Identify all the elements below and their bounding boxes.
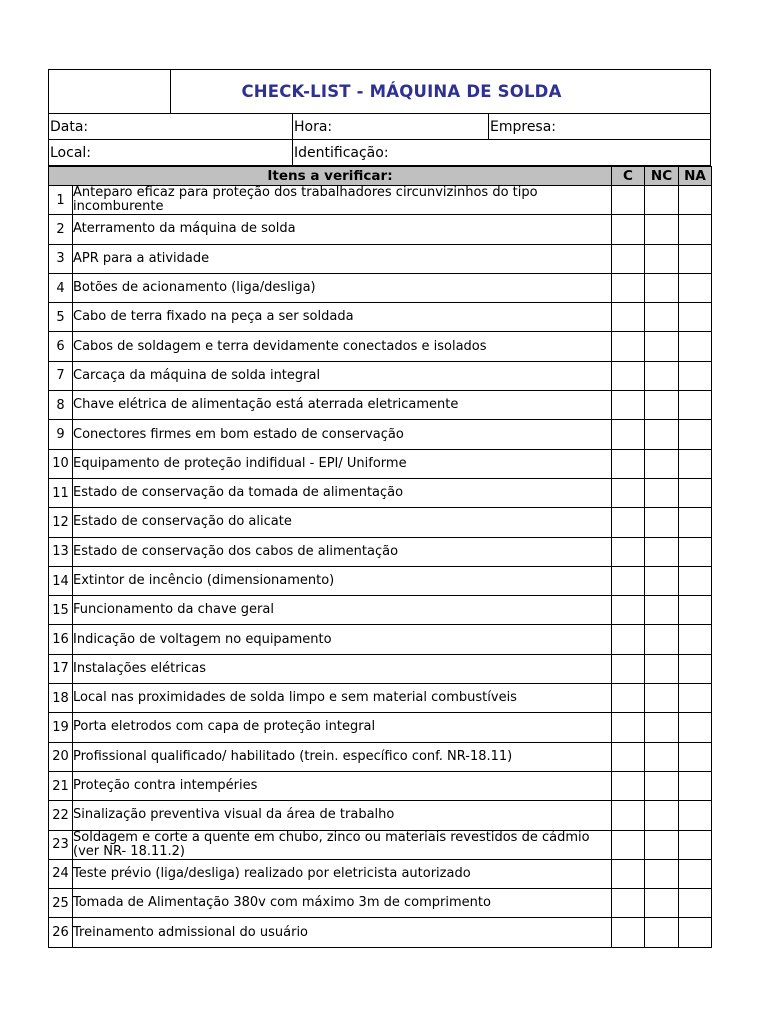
check-cell-nc[interactable] (645, 273, 679, 302)
location-field[interactable]: Local: (49, 140, 293, 165)
check-cell-nc[interactable] (645, 537, 679, 566)
logo-cell (49, 70, 171, 113)
item-description: Proteção contra intempéries (73, 771, 612, 800)
check-cell-na[interactable] (679, 391, 712, 420)
check-cell-c[interactable] (612, 889, 645, 918)
item-number: 14 (49, 566, 73, 595)
table-row (49, 830, 712, 859)
table-row (49, 508, 712, 537)
check-cell-na[interactable] (679, 361, 712, 390)
item-number: 21 (49, 771, 73, 800)
item-description: Cabos de soldagem e terra devidamente conectados e isolados (73, 332, 612, 361)
check-cell-na[interactable] (679, 684, 712, 713)
item-number: 8 (49, 391, 73, 420)
check-cell-na[interactable] (679, 478, 712, 507)
header-row (48, 69, 711, 114)
check-cell-na[interactable] (679, 420, 712, 449)
item-number: 19 (49, 713, 73, 742)
check-cell-nc[interactable] (645, 713, 679, 742)
table-row (49, 332, 712, 361)
item-number: 13 (49, 537, 73, 566)
check-cell-na[interactable] (679, 771, 712, 800)
item-number: 6 (49, 332, 73, 361)
check-cell-c[interactable] (612, 566, 645, 595)
item-number: 10 (49, 449, 73, 478)
table-row (49, 478, 712, 507)
column-header-nc: NC (645, 167, 679, 186)
check-cell-nc[interactable] (645, 449, 679, 478)
table-row (49, 771, 712, 800)
check-cell-na[interactable] (679, 859, 712, 888)
item-description: Local nas proximidades de solda limpo e sem material combustíveis (73, 684, 612, 713)
item-description: Estado de conservação do alicate (73, 508, 612, 537)
item-description: Aterramento da máquina de solda (73, 215, 612, 244)
check-cell-nc[interactable] (645, 186, 679, 215)
item-description: Extintor de incêncio (dimensionamento) (73, 566, 612, 595)
check-cell-c[interactable] (612, 684, 645, 713)
check-cell-nc[interactable] (645, 566, 679, 595)
table-row (49, 303, 712, 332)
item-description: Profissional qualificado/ habilitado (trein. específico conf. NR-18.11) (73, 742, 612, 771)
item-description: Carcaça da máquina de solda integral (73, 361, 612, 390)
check-cell-nc[interactable] (645, 625, 679, 654)
item-number: 22 (49, 801, 73, 830)
table-row (49, 449, 712, 478)
item-number: 18 (49, 684, 73, 713)
check-cell-c[interactable] (612, 273, 645, 302)
item-description: APR para a atividade (73, 244, 612, 273)
item-number: 16 (49, 625, 73, 654)
check-cell-c[interactable] (612, 244, 645, 273)
check-cell-c[interactable] (612, 918, 645, 947)
item-description: Equipamento de proteção indifidual - EPI/ Uniforme (73, 449, 612, 478)
item-number: 2 (49, 215, 73, 244)
check-cell-c[interactable] (612, 420, 645, 449)
check-cell-c[interactable] (612, 801, 645, 830)
check-cell-nc[interactable] (645, 332, 679, 361)
check-cell-nc[interactable] (645, 478, 679, 507)
check-cell-c[interactable] (612, 859, 645, 888)
column-header-na: NA (679, 167, 712, 186)
check-cell-c[interactable] (612, 508, 645, 537)
check-cell-na[interactable] (679, 332, 712, 361)
check-cell-c[interactable] (612, 186, 645, 215)
item-description: Teste prévio (liga/desliga) realizado por eletricista autorizado (73, 859, 612, 888)
table-row (49, 742, 712, 771)
check-cell-na[interactable] (679, 713, 712, 742)
check-cell-na[interactable] (679, 889, 712, 918)
table-row (49, 391, 712, 420)
check-cell-nc[interactable] (645, 391, 679, 420)
table-header-row (49, 167, 712, 186)
check-cell-na[interactable] (679, 215, 712, 244)
check-cell-na[interactable] (679, 303, 712, 332)
table-row (49, 801, 712, 830)
check-cell-nc[interactable] (645, 508, 679, 537)
item-number: 12 (49, 508, 73, 537)
check-cell-nc[interactable] (645, 742, 679, 771)
check-cell-na[interactable] (679, 830, 712, 859)
item-number: 4 (49, 273, 73, 302)
item-number: 26 (49, 918, 73, 947)
table-row (49, 420, 712, 449)
identification-field[interactable]: Identificação: (294, 145, 389, 161)
checklist-sheet (48, 69, 711, 948)
table-row (49, 654, 712, 683)
table-row (49, 889, 712, 918)
check-cell-c[interactable] (612, 303, 645, 332)
table-row (49, 684, 712, 713)
check-cell-c[interactable] (612, 596, 645, 625)
check-cell-nc[interactable] (645, 918, 679, 947)
check-cell-c[interactable] (612, 215, 645, 244)
check-cell-nc[interactable] (645, 215, 679, 244)
check-cell-c[interactable] (612, 361, 645, 390)
check-cell-nc[interactable] (645, 654, 679, 683)
table-row (49, 244, 712, 273)
check-cell-na[interactable] (679, 801, 712, 830)
table-row (49, 361, 712, 390)
check-cell-c[interactable] (612, 830, 645, 859)
check-cell-na[interactable] (679, 273, 712, 302)
item-description: Sinalização preventiva visual da área de trabalho (73, 801, 612, 830)
check-cell-nc[interactable] (645, 303, 679, 332)
check-cell-na[interactable] (679, 566, 712, 595)
check-cell-na[interactable] (679, 537, 712, 566)
table-row (49, 918, 712, 947)
check-cell-na[interactable] (679, 508, 712, 537)
check-cell-c[interactable] (612, 478, 645, 507)
table-row (49, 713, 712, 742)
item-description: Funcionamento da chave geral (73, 596, 612, 625)
item-number: 11 (49, 478, 73, 507)
check-cell-nc[interactable] (645, 801, 679, 830)
page-title: CHECK-LIST - MÁQUINA DE SOLDA (241, 82, 562, 101)
item-description: Tomada de Alimentação 380v com máximo 3m de comprimento (73, 889, 612, 918)
check-cell-nc[interactable] (645, 859, 679, 888)
item-number: 15 (49, 596, 73, 625)
check-cell-c[interactable] (612, 654, 645, 683)
item-number: 5 (49, 303, 73, 332)
check-cell-na[interactable] (679, 625, 712, 654)
table-row (49, 596, 712, 625)
check-cell-c[interactable] (612, 713, 645, 742)
info-row-1 (48, 114, 711, 140)
item-description: Indicação de voltagem no equipamento (73, 625, 612, 654)
checklist-table (48, 166, 712, 948)
item-number: 23 (49, 830, 73, 859)
check-cell-nc[interactable] (645, 771, 679, 800)
table-row (49, 566, 712, 595)
item-number: 24 (49, 859, 73, 888)
item-description: Anteparo eficaz para proteção dos trabalhadores circunvizinhos do tipo incomburente (73, 186, 612, 215)
check-cell-na[interactable] (679, 186, 712, 215)
table-row (49, 186, 712, 215)
check-cell-nc[interactable] (645, 596, 679, 625)
table-row (49, 537, 712, 566)
check-cell-nc[interactable] (645, 684, 679, 713)
table-row (49, 625, 712, 654)
item-description: Chave elétrica de alimentação está aterrada eletricamente (73, 391, 612, 420)
item-number: 9 (49, 420, 73, 449)
item-description: Conectores firmes em bom estado de conservação (73, 420, 612, 449)
item-description: Cabo de terra fixado na peça a ser soldada (73, 303, 612, 332)
date-field[interactable]: Data: (49, 114, 293, 139)
check-cell-nc[interactable] (645, 889, 679, 918)
table-row (49, 215, 712, 244)
item-description: Treinamento admissional do usuário (73, 918, 612, 947)
item-description: Instalações elétricas (73, 654, 612, 683)
item-number: 3 (49, 244, 73, 273)
check-cell-c[interactable] (612, 625, 645, 654)
item-number: 25 (49, 889, 73, 918)
check-cell-na[interactable] (679, 918, 712, 947)
check-cell-nc[interactable] (645, 361, 679, 390)
item-description: Estado de conservação dos cabos de alimentação (73, 537, 612, 566)
item-description: Soldagem e corte a quente em chubo, zinco ou materiais revestidos de cádmio (ver NR- 18.11.2) (73, 830, 612, 859)
check-cell-na[interactable] (679, 449, 712, 478)
check-cell-na[interactable] (679, 742, 712, 771)
table-row (49, 859, 712, 888)
check-cell-c[interactable] (612, 332, 645, 361)
item-number: 17 (49, 654, 73, 683)
item-number: 7 (49, 361, 73, 390)
check-cell-c[interactable] (612, 391, 645, 420)
check-cell-c[interactable] (612, 449, 645, 478)
check-cell-na[interactable] (679, 596, 712, 625)
check-cell-nc[interactable] (645, 244, 679, 273)
column-header-c: C (612, 167, 645, 186)
info-row-2 (48, 140, 711, 166)
item-number: 1 (49, 186, 73, 215)
check-cell-na[interactable] (679, 654, 712, 683)
item-description: Estado de conservação da tomada de alimentação (73, 478, 612, 507)
check-cell-c[interactable] (612, 537, 645, 566)
items-column-header: Itens a verificar: (49, 167, 612, 186)
table-row (49, 273, 712, 302)
company-field[interactable]: Empresa: (490, 119, 557, 135)
item-description: Botões de acionamento (liga/desliga) (73, 273, 612, 302)
check-cell-nc[interactable] (645, 830, 679, 859)
check-cell-na[interactable] (679, 244, 712, 273)
check-cell-c[interactable] (612, 771, 645, 800)
checklist-rows (49, 186, 712, 948)
item-number: 20 (49, 742, 73, 771)
item-description: Porta eletrodos com capa de proteção integral (73, 713, 612, 742)
check-cell-nc[interactable] (645, 420, 679, 449)
time-field[interactable]: Hora: (293, 114, 489, 139)
check-cell-c[interactable] (612, 742, 645, 771)
